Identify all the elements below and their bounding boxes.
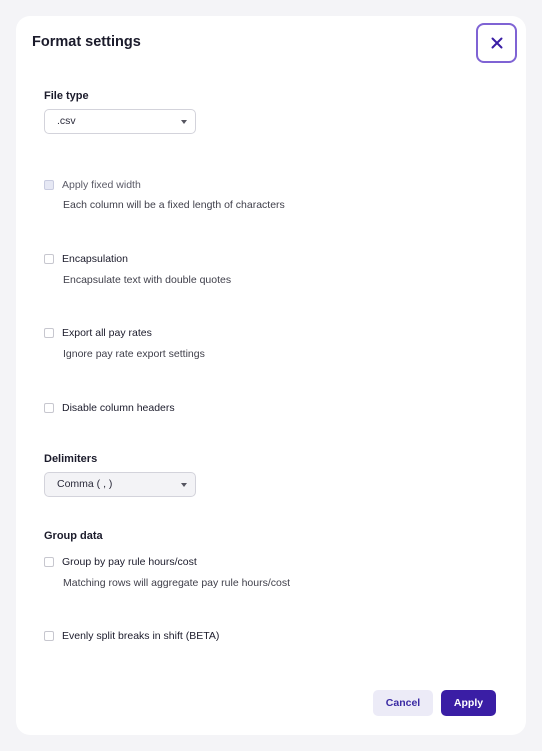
- split-breaks-option: [44, 630, 219, 642]
- delimiters-value: Comma ( , ): [57, 478, 113, 490]
- file-type-select[interactable]: [44, 109, 196, 134]
- chevron-down-icon: [181, 483, 187, 487]
- disable-headers-checkbox[interactable]: [44, 403, 54, 413]
- fixed-width-option: [44, 179, 141, 191]
- apply-button[interactable]: Apply: [441, 690, 496, 716]
- fixed-width-label: Apply fixed width: [62, 179, 141, 191]
- export-pay-rates-description: Ignore pay rate export settings: [63, 348, 205, 360]
- disable-headers-option: [44, 402, 175, 414]
- fixed-width-description: Each column will be a fixed length of characters: [63, 199, 285, 211]
- delimiters-select[interactable]: [44, 472, 196, 497]
- encapsulation-description: Encapsulate text with double quotes: [63, 274, 232, 286]
- split-breaks-label: Evenly split breaks in shift (BETA): [62, 630, 220, 642]
- modal-title: Format settings: [32, 34, 141, 50]
- group-data-label: Group data: [44, 530, 103, 542]
- fixed-width-checkbox[interactable]: [44, 180, 54, 190]
- export-pay-rates-label: Export all pay rates: [62, 327, 152, 339]
- split-breaks-checkbox[interactable]: [44, 631, 54, 641]
- chevron-down-icon: [181, 120, 187, 124]
- encapsulation-checkbox[interactable]: [44, 254, 54, 264]
- format-settings-modal: [16, 16, 526, 735]
- file-type-value: .csv: [57, 115, 76, 127]
- close-icon: [491, 37, 503, 49]
- export-pay-rates-option: [44, 327, 152, 339]
- encapsulation-label: Encapsulation: [62, 253, 128, 265]
- delimiters-label: Delimiters: [44, 453, 98, 465]
- close-button[interactable]: [476, 23, 517, 63]
- group-by-pay-rule-label: Group by pay rule hours/cost: [62, 556, 197, 568]
- group-by-pay-rule-description: Matching rows will aggregate pay rule hours/cost: [63, 577, 291, 589]
- group-by-pay-rule-checkbox[interactable]: [44, 557, 54, 567]
- group-by-pay-rule-option: [44, 556, 197, 568]
- encapsulation-option: [44, 253, 128, 265]
- file-type-label: File type: [44, 90, 89, 102]
- disable-headers-label: Disable column headers: [62, 402, 175, 414]
- cancel-button[interactable]: Cancel: [373, 690, 433, 716]
- export-pay-rates-checkbox[interactable]: [44, 328, 54, 338]
